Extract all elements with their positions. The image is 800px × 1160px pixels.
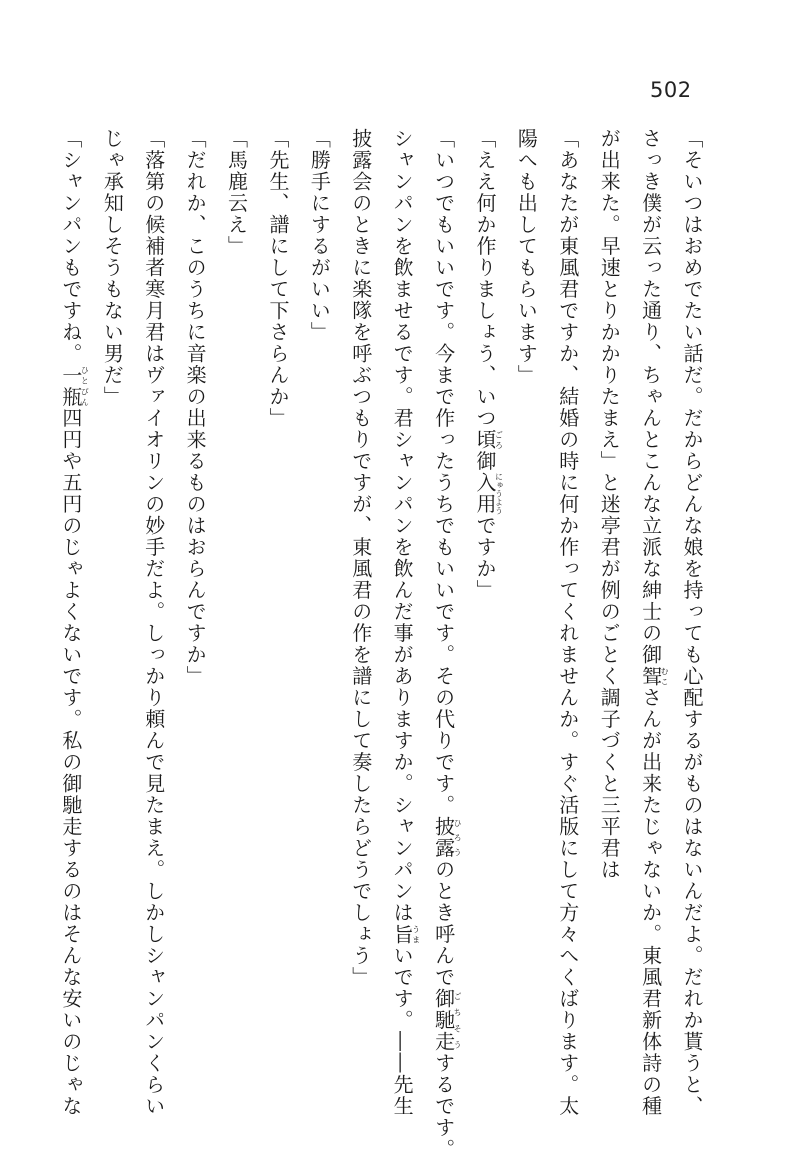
text-line-4: 「あなたが東風君ですか、結婚の時に何か作ってくれませんか。すぐ活版にして方々へくばります。太 xyxy=(555,128,580,1117)
body-text xyxy=(58,128,712,1160)
page-number: 502 xyxy=(650,78,692,102)
text-line-10: 「勝手にするがいい」 xyxy=(307,128,332,343)
text-line-11: 「先生、譜にして下さらんか」 xyxy=(265,128,290,429)
text-line-8: シャンパンを飲ませるです。君シャンパンを飲んだ事がありますか。シャンパンは旨うまいです。――先生 xyxy=(390,128,421,1117)
text-line-7: 「いつでもいいです。今まで作ったうちでもいいです。その代りです。披露ひろうのとき呼んで御馳走ごちそうするです。 xyxy=(431,128,463,1160)
text-line-9: 披露会のときに楽隊を呼ぶつもりですが、東風君の作を譜にして奏したらどうでしょう」 xyxy=(348,128,373,988)
ruby-uma: うま xyxy=(411,923,421,945)
ruby-nyuyo: にゅうよう xyxy=(494,472,504,515)
ruby-hiro: ひろう xyxy=(453,816,463,859)
text-line-13: 「だれか、このうちに音楽の出来るものはおらんですか」 xyxy=(183,128,208,687)
text-line-1: 「そいつはおめでたい話だ。だからどんな娘を持っても心配するがものはないんだよ。だれか貰うと、 xyxy=(680,128,704,1117)
text-line-12: 「馬鹿云え」 xyxy=(224,128,249,257)
text-line-15: じゃ承知しそうもない男だ」 xyxy=(100,128,125,408)
text-line-14: 「落第の候補者寒月君はヴァイオリンの妙手だよ。しっかり頼んで見たまえ。しかしシャンパンくらい xyxy=(141,128,166,1117)
text-line-2: さっき僕が云った通り、ちゃんとこんな立派な紳士の御聟むこさんが出来たじゃないか。東風君新体詩の種 xyxy=(638,128,670,1117)
ruby-gochiso: ごちそう xyxy=(453,988,463,1053)
ruby-muko: むこ xyxy=(660,665,670,687)
text-line-5: 陽へも出してもらいます」 xyxy=(514,128,539,386)
ruby-goro: ごろ xyxy=(494,429,504,451)
text-line-6: 「ええ何か作りましょう、いつ頃ごろ御入用にゅうようですか」 xyxy=(472,128,504,601)
ruby-hitobin: ひとびん xyxy=(80,364,90,408)
text-line-3: が出来た。早速とりかかりたまえ」と迷亭君が例のごとく調子づくと三平君は xyxy=(597,128,622,881)
text-line-16: 「シャンパンもですね。一瓶ひとびん四円や五円のじゃよくないです。私の御馳走するのはそんな安いのじゃな xyxy=(58,128,90,1117)
